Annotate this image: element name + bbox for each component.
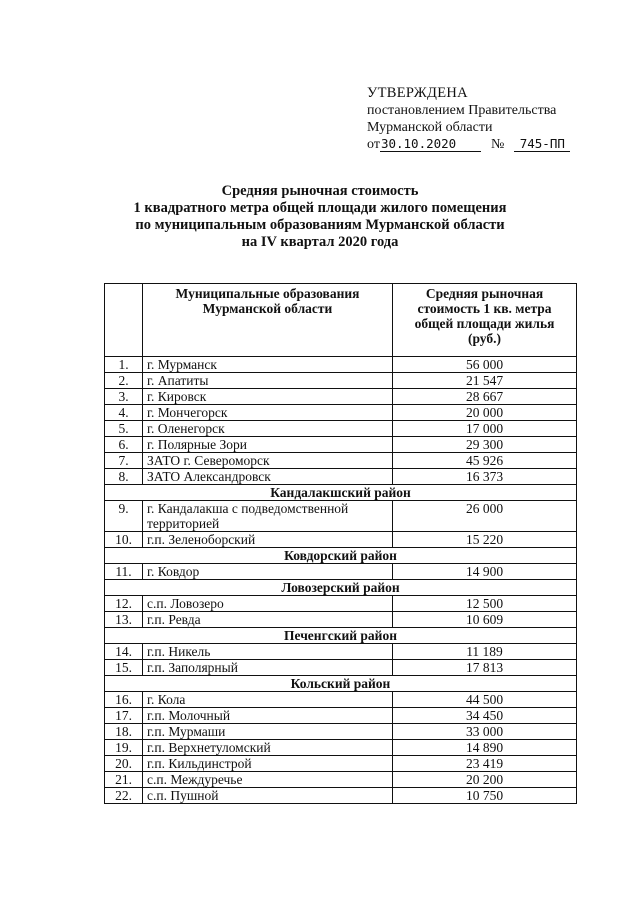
title-line-1: Средняя рыночная стоимость [221, 183, 419, 199]
municipality-name: г.п. Кильдинстрой [143, 756, 393, 772]
cost-value: 23 419 [393, 756, 577, 772]
table-row [105, 772, 577, 788]
document-title [100, 183, 540, 251]
table-row [105, 501, 577, 532]
table-row [105, 788, 577, 804]
table-row [105, 532, 577, 548]
table-row [105, 692, 577, 708]
approval-line-1: постановлением Правительства [367, 103, 557, 118]
table-row [105, 357, 577, 373]
table-row [105, 612, 577, 628]
row-number: 18. [105, 724, 143, 740]
approval-line-2: Мурманской области [367, 120, 493, 135]
municipality-name: г.п. Молочный [143, 708, 393, 724]
municipality-name: г. Апатиты [143, 373, 393, 389]
cost-value: 10 750 [393, 788, 577, 804]
table-row [105, 421, 577, 437]
table-row [105, 660, 577, 676]
table-row [105, 724, 577, 740]
cost-value: 26 000 [393, 501, 577, 532]
row-number: 11. [105, 564, 143, 580]
municipality-name: г.п. Мурмаши [143, 724, 393, 740]
municipality-name: с.п. Междуречье [143, 772, 393, 788]
table-row [105, 373, 577, 389]
header-num [105, 284, 143, 357]
row-number: 6. [105, 437, 143, 453]
table-row [105, 708, 577, 724]
date-prefix: от [367, 137, 380, 152]
table-row [105, 596, 577, 612]
district-row [105, 580, 577, 596]
cost-value: 14 900 [393, 564, 577, 580]
municipality-name: г. Мурманск [143, 357, 393, 373]
cost-value: 12 500 [393, 596, 577, 612]
municipality-name: г. Кола [143, 692, 393, 708]
district-name: Кандалакшский район [105, 485, 577, 501]
district-name: Ловозерский район [105, 580, 577, 596]
table-row [105, 644, 577, 660]
table-row [105, 469, 577, 485]
row-number: 10. [105, 532, 143, 548]
district-row [105, 628, 577, 644]
row-number: 14. [105, 644, 143, 660]
cost-value: 34 450 [393, 708, 577, 724]
row-number: 4. [105, 405, 143, 421]
approval-heading: УТВЕРЖДЕНА [367, 85, 468, 101]
cost-value: 20 000 [393, 405, 577, 421]
approval-block [367, 85, 570, 153]
district-name: Ковдорский район [105, 548, 577, 564]
cost-value: 10 609 [393, 612, 577, 628]
municipality-name: с.п. Пушной [143, 788, 393, 804]
municipality-name: г.п. Заполярный [143, 660, 393, 676]
row-number: 19. [105, 740, 143, 756]
approval-number: 745-ПП [514, 136, 570, 152]
row-number: 9. [105, 501, 143, 532]
row-number: 20. [105, 756, 143, 772]
approval-date-line [367, 136, 570, 153]
cost-value: 20 200 [393, 772, 577, 788]
row-number: 15. [105, 660, 143, 676]
row-number: 16. [105, 692, 143, 708]
cost-value: 17 000 [393, 421, 577, 437]
cost-value: 15 220 [393, 532, 577, 548]
table-row [105, 756, 577, 772]
cost-value: 16 373 [393, 469, 577, 485]
number-sign: № [490, 137, 505, 152]
municipality-name: г. Кандалакша с подведомственной территорией [143, 501, 393, 532]
row-number: 2. [105, 373, 143, 389]
district-row [105, 548, 577, 564]
header-municipality: Муниципальные образования Мурманской области [143, 284, 393, 357]
table-row [105, 564, 577, 580]
row-number: 3. [105, 389, 143, 405]
cost-value: 56 000 [393, 357, 577, 373]
table-row [105, 437, 577, 453]
table-header-row [105, 284, 577, 357]
row-number: 13. [105, 612, 143, 628]
cost-value: 17 813 [393, 660, 577, 676]
municipality-name: г. Кировск [143, 389, 393, 405]
municipality-name: г. Полярные Зори [143, 437, 393, 453]
approval-date: 30.10.2020 [380, 136, 481, 152]
title-line-4: на IV квартал 2020 года [241, 234, 399, 250]
district-row [105, 676, 577, 692]
district-row [105, 485, 577, 501]
municipality-name: г.п. Верхнетуломский [143, 740, 393, 756]
row-number: 8. [105, 469, 143, 485]
municipality-name: г.п. Ревда [143, 612, 393, 628]
header-cost: Средняя рыночная стоимость 1 кв. метра общей площади жилья (руб.) [393, 284, 577, 357]
row-number: 22. [105, 788, 143, 804]
district-name: Печенгский район [105, 628, 577, 644]
municipality-name: с.п. Ловозеро [143, 596, 393, 612]
table-row [105, 389, 577, 405]
municipality-name: г. Ковдор [143, 564, 393, 580]
title-line-2: 1 квадратного метра общей площади жилого помещения [133, 200, 507, 216]
cost-value: 21 547 [393, 373, 577, 389]
table-row [105, 740, 577, 756]
municipality-name: г.п. Никель [143, 644, 393, 660]
cost-value: 29 300 [393, 437, 577, 453]
table-body [105, 357, 577, 804]
cost-value: 28 667 [393, 389, 577, 405]
cost-value: 33 000 [393, 724, 577, 740]
municipality-name: ЗАТО Александровск [143, 469, 393, 485]
table-row [105, 405, 577, 421]
cost-value: 45 926 [393, 453, 577, 469]
row-number: 21. [105, 772, 143, 788]
district-name: Кольский район [105, 676, 577, 692]
table-row [105, 453, 577, 469]
row-number: 17. [105, 708, 143, 724]
municipality-name: ЗАТО г. Североморск [143, 453, 393, 469]
cost-value: 44 500 [393, 692, 577, 708]
cost-value: 11 189 [393, 644, 577, 660]
title-line-3: по муниципальным образованиям Мурманской области [135, 217, 505, 233]
cost-value: 14 890 [393, 740, 577, 756]
row-number: 1. [105, 357, 143, 373]
row-number: 5. [105, 421, 143, 437]
municipality-name: г. Оленегорск [143, 421, 393, 437]
row-number: 7. [105, 453, 143, 469]
municipality-name: г.п. Зеленоборский [143, 532, 393, 548]
cost-table [104, 283, 577, 804]
row-number: 12. [105, 596, 143, 612]
municipality-name: г. Мончегорск [143, 405, 393, 421]
